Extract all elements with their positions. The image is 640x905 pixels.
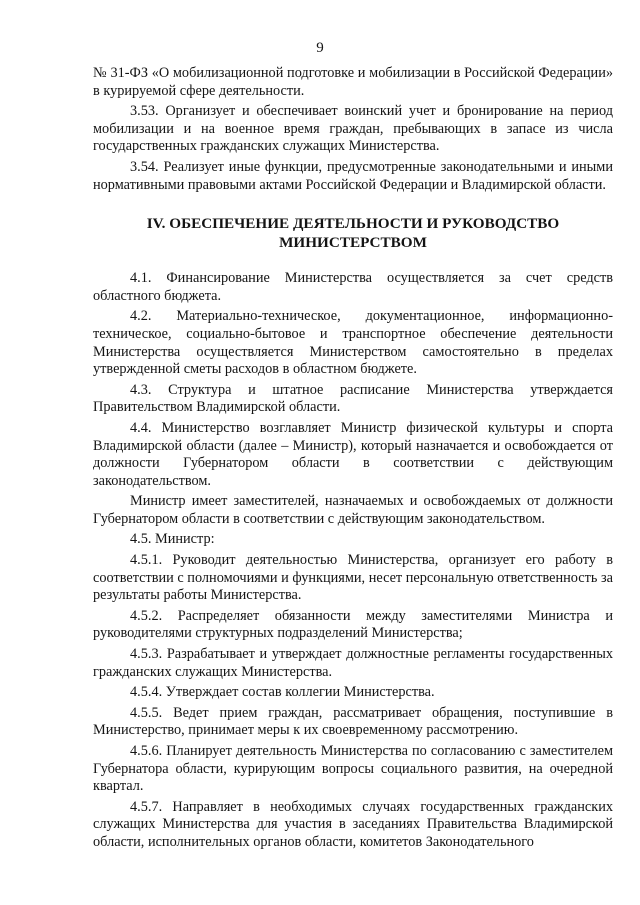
paragraph-4-5-3: 4.5.3. Разрабатывает и утверждает должностные регламенты государственных гражданских служащих Министерства.: [93, 646, 613, 680]
paragraph-4-2: 4.2. Материально-техническое, документационное, информационно-техническое, социально-бытовое и транспортное обеспечение деятельности Министерства осуществляется Министерством самостоятельно в пределах утвержденной сметы расходов в областном бюджете.: [93, 308, 613, 378]
paragraph-4-5-4: 4.5.4. Утверждает состав коллегии Министерства.: [130, 684, 435, 701]
paragraph-4-3: 4.3. Структура и штатное расписание Министерства утверждается Правительством Владимирской области.: [93, 381, 613, 416]
paragraph-3-54: 3.54. Реализует иные функции, предусмотренные законодательными и иными нормативными правовыми актами Российской Федерации и Владимирской области.: [93, 158, 613, 193]
paragraph-4-5: 4.5. Министр:: [130, 531, 215, 548]
paragraph-4-5-5: 4.5.5. Ведет прием граждан, рассматривает обращения, поступившие в Министерство, принимает меры к их своевременному рассмотрению.: [93, 704, 613, 739]
paragraph-3-53: 3.53. Организует и обеспечивает воинский учет и бронирование на период мобилизации и на военное время граждан, пребывающих в запасе из числа государственных гражданских служащих Министерства.: [93, 103, 613, 155]
paragraph-minister-deputies: Министр имеет заместителей, назначаемых и освобождаемых от должности Губернатором области в соответствии с действующим законодательством.: [93, 493, 613, 527]
paragraph-4-5-1: 4.5.1. Руководит деятельностью Министерства, организует его работу в соответствии с полномочиями и функциями, несет персональную ответственность за результаты работы Министерства.: [93, 552, 613, 604]
paragraph-continuation: № 31-ФЗ «О мобилизационной подготовке и мобилизации в Российской Федерации» в курируемой сфере деятельности.: [93, 65, 613, 99]
document-body: [93, 65, 613, 855]
section-heading: IV. ОБЕСПЕЧЕНИЕ ДЕЯТЕЛЬНОСТИ И РУКОВОДСТВО МИНИСТЕРСТВОМ: [146, 215, 560, 252]
paragraph-4-5-2: 4.5.2. Распределяет обязанности между заместителями Министра и руководителями структурных подразделений Министерства;: [93, 607, 613, 642]
paragraph-4-1: 4.1. Финансирование Министерства осуществляется за счет средств областного бюджета.: [93, 270, 613, 304]
page-number: 9: [316, 40, 324, 56]
paragraph-4-5-6: 4.5.6. Планирует деятельность Министерства по согласованию с заместителем Губернатора области, курирующим вопросы социального развития, на очередной квартал.: [93, 743, 613, 795]
paragraph-4-5-7: 4.5.7. Направляет в необходимых случаях государственных гражданских служащих Министерства для участия в заседаниях Правительства Владимирской области, исполнительных органов области, комитетов Законодательного: [93, 798, 613, 850]
paragraph-4-4: 4.4. Министерство возглавляет Министр физической культуры и спорта Владимирской области (далее – Министр), который назначается и освобождается от должности Губернатором области в соответствии с действующим законодательством.: [93, 419, 613, 489]
